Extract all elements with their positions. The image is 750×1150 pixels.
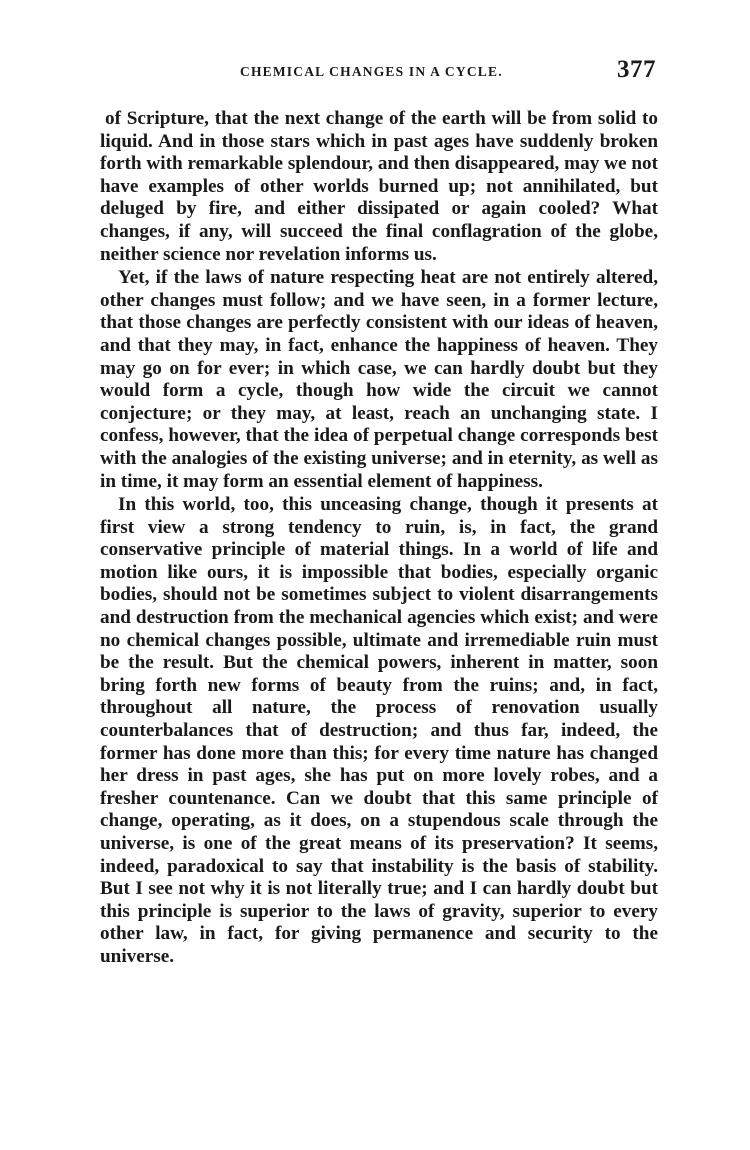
paragraph-continued: of Scripture, that the next change of the earth will be from solid to liquid. And in those stars which in past ages have suddenly broken forth with remarkable splendour, and then disappeared, may we not have examples of other worlds burned up; not annihilated, but deluged by fire, and either dissipated or again cooled? What changes, if any, will succeed the final conflagration of the globe, neither science nor revelation informs us. <box>100 108 658 265</box>
running-title: CHEMICAL CHANGES IN A CYCLE. <box>240 64 503 79</box>
body-text <box>100 108 658 969</box>
book-page <box>100 56 658 969</box>
paragraph-laws-of-nature: Yet, if the laws of nature respecting heat are not entirely altered, other changes must follow; and we have seen, in a former lecture, that those changes are perfectly consistent with our ideas of heaven, and that they may, in fact, enhance the happiness of heaven. They may go on for ever; in which case, we can hardly doubt but they would form a cycle, though how wide the circuit we cannot conjecture; or they may, at least, reach an unchanging state. I confess, however, that the idea of perpetual change corresponds best with the analogies of the existing universe; and in eternity, as well as in time, it may form an essential element of happiness. <box>100 267 658 492</box>
paragraph-unceasing-change: In this world, too, this unceasing change, though it presents at first view a strong tendency to ruin, is, in fact, the grand conservative principle of material things. In a world of life and motion like ours, it is impossible that bodies, especially organic bodies, should not be sometimes subject to violent disarrangements and destruction from the mechanical agencies which exist; and were no chemical changes possible, ultimate and irremediable ruin must be the result. But the chemical powers, inherent in matter, soon bring forth new forms of beauty from the ruins; and, in fact, throughout all nature, the process of renovation usually counterbalances that of destruction; and thus far, indeed, the former has done more than this; for every time nature has changed her dress in past ages, she has put on more lovely robes, and a fresher countenance. Can we doubt that this same principle of change, operating, as it does, on a stupendous scale through the universe, is one of the great means of its preservation? It seems, indeed, paradoxical to say that instability is the basis of stability. But I see not why it is not literally true; and I can hardly doubt but this principle is superior to the laws of gravity, superior to every other law, in fact, for giving permanence and security to the universe. <box>100 494 658 967</box>
page-number: 377 <box>617 56 656 83</box>
running-head <box>100 56 658 90</box>
